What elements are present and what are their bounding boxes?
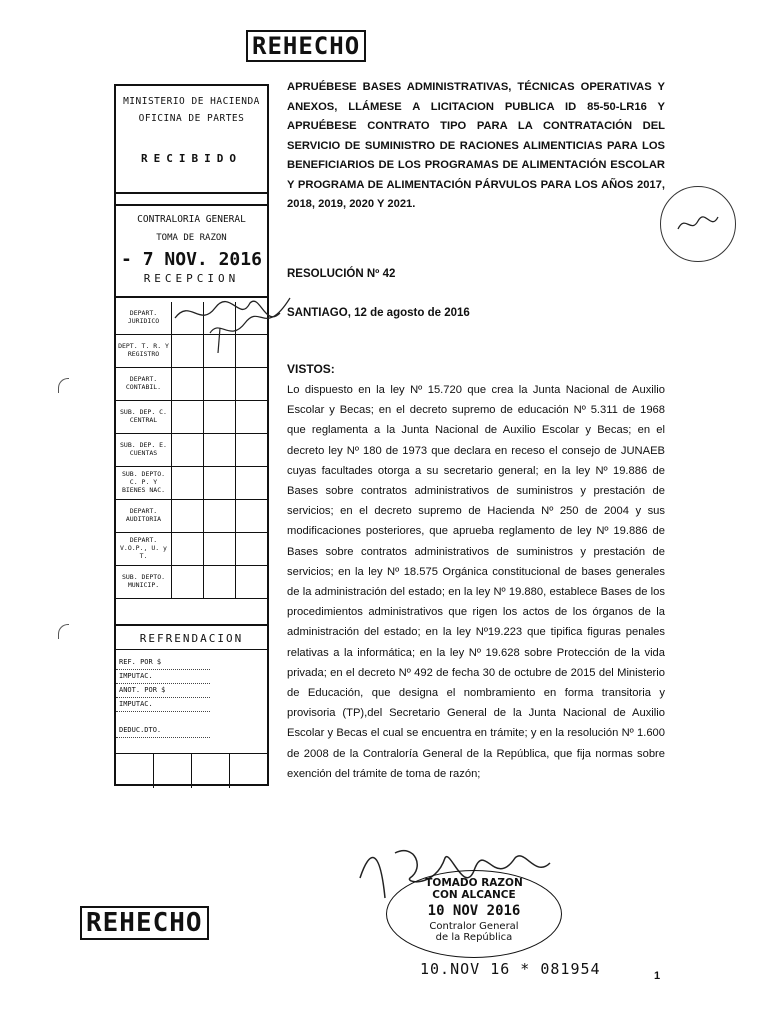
department-label: DEPART. V.O.P., U. y T. xyxy=(116,533,172,565)
vistos-body: Lo dispuesto en la ley Nº 15.720 que crea la Junta Nacional de Auxilio Escolar y Becas; en el decreto supremo de educación Nº 5.311 de 1968 que reglamenta a la Junta Nacional de Auxilio Escolar y Becas; en el decreto ley Nº 180 de 1973 que declara en receso el consejo de JUNAEB cuyas facultades otorga a su secretario general; en la ley Nº 19.886 de Bases sobre contratos administrativos de suministros y prestación de servicios; en el decreto supremo de Hacienda Nº 250 de 2004 y sus modificaciones posteriores, que aprueba reglamento de ley Nº 19.886 de Bases sobre contratos administrativos de suministros y prestación de servicios; en la ley Nº 18.575 Orgánica constitucional de bases generales de la administración del estado; en la ley Nº 19.880, establece Bases de los procedimientos administrativos que rigen los actos de los órganos de la administración del estado; en la ley Nº19.223 que tipifica figuras penales relativas a la informática; en la ley Nº 19.628 sobre Protección de la vida privada; en el decreto Nº 492 de fecha 30 de octubre de 2015 del Ministerio de Educación, que designa el nombramiento en forma transitoria y provisoria (TP),del Secretario General de la Junta Nacional de Auxilio Escolar y Becas el cual se encuentra en trámite; y en la resolución Nº 1.600 de 2008 de la Contraloría General de la República, que fija normas sobre exención del trámite de toma de razón; xyxy=(287,384,665,780)
department-label: SUB. DEPTO. C. P. Y BIENES NAC. xyxy=(116,467,172,499)
contraloria-date: - 7 NOV. 2016 xyxy=(121,249,262,270)
department-label: SUB. DEP. E. CUENTAS xyxy=(116,434,172,466)
department-label: DEPART. CONTABIL. xyxy=(116,368,172,400)
routing-sidebar xyxy=(114,84,269,786)
department-label: DEPT. T. R. Y REGISTRO xyxy=(116,335,172,367)
refrendacion-grid xyxy=(116,753,267,788)
refrendacion-line: IMPUTAC. xyxy=(116,698,210,712)
resolution-title: APRUÉBESE BASES ADMINISTRATIVAS, TÉCNICAS OPERATIVAS Y ANEXOS, LLÁMESE A LICITACION PUBLICA ID 85-50-LR16 Y APRUÉBESE CONTRATO TIPO PARA LA CONTRATACIÓN DEL SERVICIO DE SUMINISTRO DE RACIONES ALIMENTICIAS PARA LOS BENEFICIARIOS DE LOS PROGRAMAS DE ALIMENTACIÓN ESCOLAR Y PROGRAMA DE ALIMENTACIÓN PÁRVULOS PARA LOS AÑOS 2017, 2018, 2019, 2020 Y 2021. xyxy=(287,81,665,210)
department-row xyxy=(116,368,267,401)
department-label: DEPART. JURIDICO xyxy=(116,302,172,334)
department-label: SUB. DEP. C. CENTRAL xyxy=(116,401,172,433)
department-label: DEPART. AUDITORIA xyxy=(116,500,172,532)
refrendacion-line: ANOT. POR $ xyxy=(116,684,210,698)
recepcion-label: RECEPCION xyxy=(143,272,240,285)
department-label: SUB. DEPTO. MUNICIP. xyxy=(116,566,172,598)
page-number: 1 xyxy=(654,970,661,982)
toma-razon-line3: Contralor General xyxy=(429,921,519,932)
contraloria-line1: CONTRALORIA GENERAL xyxy=(137,214,246,225)
punch-hole-mark xyxy=(58,624,69,639)
toma-razon-line4: de la República xyxy=(435,932,513,943)
ministerio-box xyxy=(116,86,267,194)
toma-razon-line2: CON ALCANCE xyxy=(432,889,516,901)
ministerio-line2: OFICINA DE PARTES xyxy=(138,113,245,124)
contraloria-box xyxy=(116,204,267,298)
department-row xyxy=(116,533,267,566)
department-row xyxy=(116,500,267,533)
punch-hole-mark xyxy=(58,378,69,393)
place-date: SANTIAGO, 12 de agosto de 2016 xyxy=(287,307,470,319)
toma-razon-line1: TOMADO RAZON xyxy=(425,877,523,889)
toma-razon-date: 10 NOV 2016 xyxy=(427,903,521,919)
ministerio-line1: MINISTERIO DE HACIENDA xyxy=(123,96,260,107)
refrendacion-line: IMPUTAC. xyxy=(116,670,210,684)
department-row xyxy=(116,566,267,599)
department-row xyxy=(116,401,267,434)
rehecho-stamp-top: REHECHO xyxy=(246,30,366,62)
refrendacion-line: DEDUC.DTO. xyxy=(116,724,210,738)
recibido-label: RECIBIDO xyxy=(141,152,242,165)
department-row xyxy=(116,467,267,500)
rehecho-stamp-bottom: REHECHO xyxy=(80,906,209,940)
vistos-heading: VISTOS: xyxy=(287,362,335,376)
contraloria-line2: TOMA DE RAZON xyxy=(156,233,227,243)
toma-razon-stamp xyxy=(386,870,562,958)
handwritten-initials xyxy=(170,288,300,358)
resolution-number: RESOLUCIÓN Nº 42 xyxy=(287,268,396,280)
institutional-seal xyxy=(660,186,736,262)
refrendacion-box xyxy=(116,624,267,788)
department-row xyxy=(116,434,267,467)
refrendacion-line: REF. POR $ xyxy=(116,656,210,670)
refrendacion-title: REFRENDACION xyxy=(116,632,267,650)
serial-number: 10.NOV 16 * 081954 xyxy=(420,960,601,978)
